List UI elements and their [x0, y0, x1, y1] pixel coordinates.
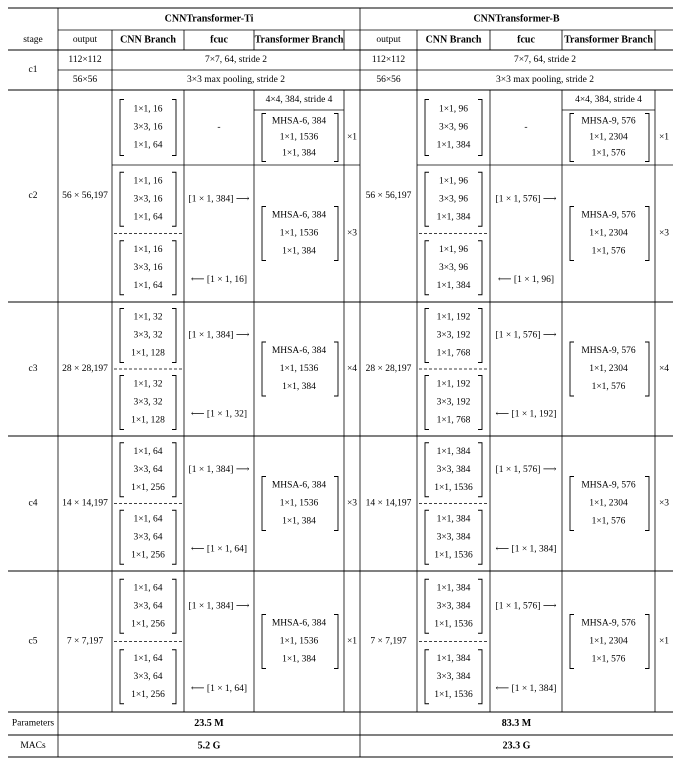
b-c4-cnn-top-line-1: 1×1, 384 [436, 446, 471, 457]
b-c2-transformer-line-3: 1×1, 576 [591, 246, 626, 257]
b-c5-fcuc-up: ⟵ [1 × 1, 384] [495, 683, 557, 694]
b-c3-cnn-bottom-line-2: 3×3, 192 [436, 397, 471, 408]
b-c4-cnn-top-line-3: 1×1, 1536 [434, 482, 473, 493]
b-c2-blockA-transformer-line-3: 1×1, 576 [591, 148, 626, 159]
ti-c4-cnn-bottom-line-3: 1×1, 256 [131, 550, 165, 561]
r-cnn-branch-header: CNN Branch [425, 34, 482, 46]
b-macs-value: 23.3 G [502, 740, 531, 752]
b-c2-transformer-line-2: 1×1, 2304 [589, 228, 628, 239]
ti-c5-transformer-line-3: 1×1, 384 [282, 654, 316, 665]
b-c1-row2-output: 56×56 [376, 75, 401, 86]
b-c1-row2-desc: 3×3 max pooling, stride 2 [496, 75, 594, 86]
b-c4-cnn-top-line-2: 3×3, 384 [436, 464, 471, 475]
ti-c5-cnn-bottom-line-2: 3×3, 64 [133, 671, 163, 682]
r-transformer-branch-header: Transformer Branch [564, 34, 653, 46]
b-c4-cnn-bottom-line-3: 1×1, 1536 [434, 550, 473, 561]
ti-c2-output: 56 × 56,197 [62, 191, 108, 202]
ti-c2-blockA-transformer-head: 4×4, 384, stride 4 [265, 95, 333, 106]
b-c4-output: 14 × 14,197 [365, 498, 412, 509]
b-c2-cnn-top-line-3: 1×1, 384 [436, 212, 471, 223]
ti-c2-cnn-top-line-1: 1×1, 16 [133, 176, 163, 187]
ti-c2-transformer-line-3: 1×1, 384 [282, 246, 316, 257]
ti-c5-multiplier: ×1 [346, 636, 358, 647]
ti-c2-blockA-cnn-line-1: 1×1, 16 [133, 104, 163, 115]
b-c5-transformer-line-1: MHSA-9, 576 [581, 618, 636, 629]
b-c2-output: 56 × 56,197 [365, 191, 412, 202]
c4-label: c4 [28, 498, 38, 509]
b-c3-transformer-line-3: 1×1, 576 [591, 382, 626, 393]
ti-c2-blockA-fcuc: - [217, 122, 221, 133]
ti-c3-cnn-top-line-2: 3×3, 32 [133, 330, 163, 341]
ti-c2-blockA-cnn-line-2: 3×3, 16 [133, 122, 163, 133]
b-c2-fcuc-down: [1 × 1, 576] ⟶ [495, 194, 557, 205]
b-c3-cnn-top-line-2: 3×3, 192 [436, 330, 471, 341]
ti-c5-cnn-top-line-2: 3×3, 64 [133, 601, 163, 612]
ti-c3-cnn-top-line-3: 1×1, 128 [131, 348, 165, 359]
b-c4-multiplier: ×3 [658, 498, 670, 509]
b-c2-blockA-cnn-line-2: 3×3, 96 [438, 122, 469, 133]
ti-c1-row2-desc: 3×3 max pooling, stride 2 [187, 75, 285, 86]
b-c5-transformer-line-2: 1×1, 2304 [589, 636, 628, 647]
b-c2-blockA-transformer-line-1: MHSA-9, 576 [581, 116, 636, 127]
ti-c1-row2-output: 56×56 [72, 75, 98, 86]
b-c1-row1-output: 112×112 [371, 55, 406, 66]
b-c2-fcuc-up: ⟵ [1 × 1, 96] [497, 274, 555, 285]
b-c5-fcuc-down: [1 × 1, 576] ⟶ [495, 601, 557, 612]
b-c4-transformer-line-1: MHSA-9, 576 [581, 480, 636, 491]
b-c5-cnn-bottom-line-3: 1×1, 1536 [434, 689, 473, 700]
b-c3-multiplier: ×4 [658, 364, 670, 375]
ti-c4-multiplier: ×3 [346, 498, 358, 509]
b-c5-cnn-bottom-line-1: 1×1, 384 [436, 653, 471, 664]
table-grid [8, 8, 673, 757]
ti-c3-fcuc-down: [1 × 1, 384] ⟶ [188, 330, 250, 341]
b-c4-cnn-bottom-line-1: 1×1, 384 [436, 514, 471, 525]
ti-c2-transformer-line-1: MHSA-6, 384 [271, 210, 327, 221]
ti-c2-blockA-transformer-line-1: MHSA-6, 384 [271, 116, 327, 127]
ti-c3-multiplier: ×4 [346, 364, 358, 375]
b-c4-fcuc-up: ⟵ [1 × 1, 384] [495, 544, 557, 555]
ti-c3-cnn-top-line-1: 1×1, 32 [133, 312, 163, 323]
l-output-header: output [72, 35, 98, 46]
ti-c2-blockA-cnn-line-3: 1×1, 64 [133, 140, 163, 151]
parameters-label: Parameters [11, 718, 55, 729]
b-c5-cnn-top-line-3: 1×1, 1536 [434, 619, 473, 630]
ti-c5-cnn-bottom-line-3: 1×1, 256 [131, 689, 165, 700]
ti-c3-transformer-line-3: 1×1, 384 [282, 382, 316, 393]
ti-c3-transformer-line-1: MHSA-6, 384 [271, 346, 327, 357]
ti-c4-cnn-top-line-3: 1×1, 256 [131, 482, 165, 493]
b-parameters-value: 83.3 M [501, 717, 532, 729]
ti-c3-cnn-bottom-line-1: 1×1, 32 [133, 379, 163, 390]
b-c2-cnn-bottom-line-2: 3×3, 96 [438, 262, 469, 273]
b-c5-cnn-top-line-2: 3×3, 384 [436, 601, 471, 612]
b-c3-cnn-bottom-line-1: 1×1, 192 [436, 379, 471, 390]
ti-c3-fcuc-up: ⟵ [1 × 1, 32] [190, 409, 248, 420]
b-c3-transformer-line-2: 1×1, 2304 [589, 364, 628, 375]
ti-c5-fcuc-down: [1 × 1, 384] ⟶ [188, 601, 250, 612]
ti-c2-blockA-transformer-line-2: 1×1, 1536 [279, 132, 319, 143]
b-c5-cnn-bottom-line-2: 3×3, 384 [436, 671, 471, 682]
l-transformer-branch-header: Transformer Branch [254, 34, 344, 46]
b-c2-blockA-fcuc: - [524, 122, 528, 133]
ti-c1-row1-desc: 7×7, 64, stride 2 [204, 55, 268, 66]
b-c3-cnn-bottom-line-3: 1×1, 768 [436, 415, 471, 426]
ti-c2-cnn-top-line-2: 3×3, 16 [133, 194, 163, 205]
ti-c2-blockA-multiplier: ×1 [346, 132, 358, 143]
ti-c5-transformer-line-1: MHSA-6, 384 [271, 618, 327, 629]
ti-c4-cnn-top-line-1: 1×1, 64 [133, 446, 163, 457]
c2-label: c2 [28, 191, 38, 202]
b-c3-transformer-line-1: MHSA-9, 576 [581, 346, 636, 357]
b-c2-blockA-transformer-head: 4×4, 384, stride 4 [575, 95, 642, 106]
b-c5-output: 7 × 7,197 [370, 636, 407, 647]
l-cnn-branch-header: CNN Branch [120, 34, 176, 46]
ti-c5-cnn-top-line-1: 1×1, 64 [133, 583, 163, 594]
b-c5-multiplier: ×1 [658, 636, 670, 647]
ti-c2-blockA-transformer-line-3: 1×1, 384 [282, 148, 316, 159]
ti-c2-fcuc-up: ⟵ [1 × 1, 16] [190, 274, 248, 285]
ti-c5-cnn-top-line-3: 1×1, 256 [131, 619, 165, 630]
b-title: CNNTransformer-B [473, 13, 560, 25]
ti-c4-transformer-line-3: 1×1, 384 [282, 516, 316, 527]
ti-c2-multiplier: ×3 [346, 228, 358, 239]
b-c2-transformer-line-1: MHSA-9, 576 [581, 210, 636, 221]
c3-label: c3 [28, 364, 38, 375]
b-c2-blockA-cnn-line-1: 1×1, 96 [438, 104, 469, 115]
ti-c5-output: 7 × 7,197 [66, 636, 104, 647]
b-c2-cnn-top-line-2: 3×3, 96 [438, 194, 469, 205]
b-c3-cnn-top-line-3: 1×1, 768 [436, 348, 471, 359]
b-c3-fcuc-down: [1 × 1, 576] ⟶ [495, 330, 557, 341]
ti-c4-transformer-line-2: 1×1, 1536 [279, 498, 319, 509]
ti-title: CNNTransformer-Ti [164, 13, 254, 25]
b-c2-blockA-transformer-line-2: 1×1, 2304 [589, 132, 628, 143]
ti-c2-transformer-line-2: 1×1, 1536 [279, 228, 319, 239]
ti-c3-output: 28 × 28,197 [62, 364, 108, 375]
table-content [12, 13, 669, 751]
ti-c2-cnn-bottom-line-3: 1×1, 64 [133, 280, 163, 291]
ti-c4-cnn-bottom-line-1: 1×1, 64 [133, 514, 163, 525]
ti-parameters-value: 23.5 M [194, 717, 224, 729]
c5-label: c5 [28, 636, 38, 647]
b-c2-blockA-cnn-line-3: 1×1, 384 [436, 140, 471, 151]
b-c2-multiplier: ×3 [658, 228, 670, 239]
ti-c1-row1-output: 112×112 [68, 55, 102, 66]
ti-c5-fcuc-up: ⟵ [1 × 1, 64] [190, 683, 248, 694]
ti-c4-cnn-top-line-2: 3×3, 64 [133, 464, 163, 475]
ti-c5-cnn-bottom-line-1: 1×1, 64 [133, 653, 163, 664]
b-c2-cnn-top-line-1: 1×1, 96 [438, 176, 469, 187]
b-c2-cnn-bottom-line-3: 1×1, 384 [436, 280, 471, 291]
b-c3-cnn-top-line-1: 1×1, 192 [436, 312, 471, 323]
b-c3-output: 28 × 28,197 [365, 364, 412, 375]
ti-c4-fcuc-up: ⟵ [1 × 1, 64] [190, 544, 248, 555]
b-c4-transformer-line-2: 1×1, 2304 [589, 498, 628, 509]
l-fcuc-header: fcuc [210, 34, 228, 46]
ti-c5-transformer-line-2: 1×1, 1536 [279, 636, 319, 647]
b-c4-cnn-bottom-line-2: 3×3, 384 [436, 532, 471, 543]
b-c5-cnn-top-line-1: 1×1, 384 [436, 583, 471, 594]
ti-c2-fcuc-down: [1 × 1, 384] ⟶ [188, 194, 250, 205]
b-c5-transformer-line-3: 1×1, 576 [591, 654, 626, 665]
c1-label: c1 [28, 65, 38, 76]
ti-c4-cnn-bottom-line-2: 3×3, 64 [133, 532, 163, 543]
b-c2-cnn-bottom-line-1: 1×1, 96 [438, 244, 469, 255]
ti-c4-transformer-line-1: MHSA-6, 384 [271, 480, 327, 491]
r-fcuc-header: fcuc [517, 34, 535, 46]
b-c2-blockA-multiplier: ×1 [658, 132, 670, 143]
ti-c2-cnn-bottom-line-2: 3×3, 16 [133, 262, 163, 273]
ti-c3-transformer-line-2: 1×1, 1536 [279, 364, 319, 375]
ti-c2-cnn-bottom-line-1: 1×1, 16 [133, 244, 163, 255]
b-c4-fcuc-down: [1 × 1, 576] ⟶ [495, 464, 557, 475]
b-c3-fcuc-up: ⟵ [1 × 1, 192] [495, 409, 557, 420]
b-c1-row1-desc: 7×7, 64, stride 2 [513, 55, 577, 66]
ti-c3-cnn-bottom-line-2: 3×3, 32 [133, 397, 163, 408]
ti-c2-cnn-top-line-3: 1×1, 64 [133, 212, 163, 223]
r-output-header: output [376, 35, 401, 46]
ti-c4-fcuc-down: [1 × 1, 384] ⟶ [188, 464, 250, 475]
ti-c3-cnn-bottom-line-3: 1×1, 128 [131, 415, 165, 426]
stage-header: stage [23, 35, 43, 46]
b-c4-transformer-line-3: 1×1, 576 [591, 516, 626, 527]
macs-label: MACs [20, 741, 46, 752]
ti-c4-output: 14 × 14,197 [62, 498, 108, 509]
ti-macs-value: 5.2 G [197, 740, 221, 752]
